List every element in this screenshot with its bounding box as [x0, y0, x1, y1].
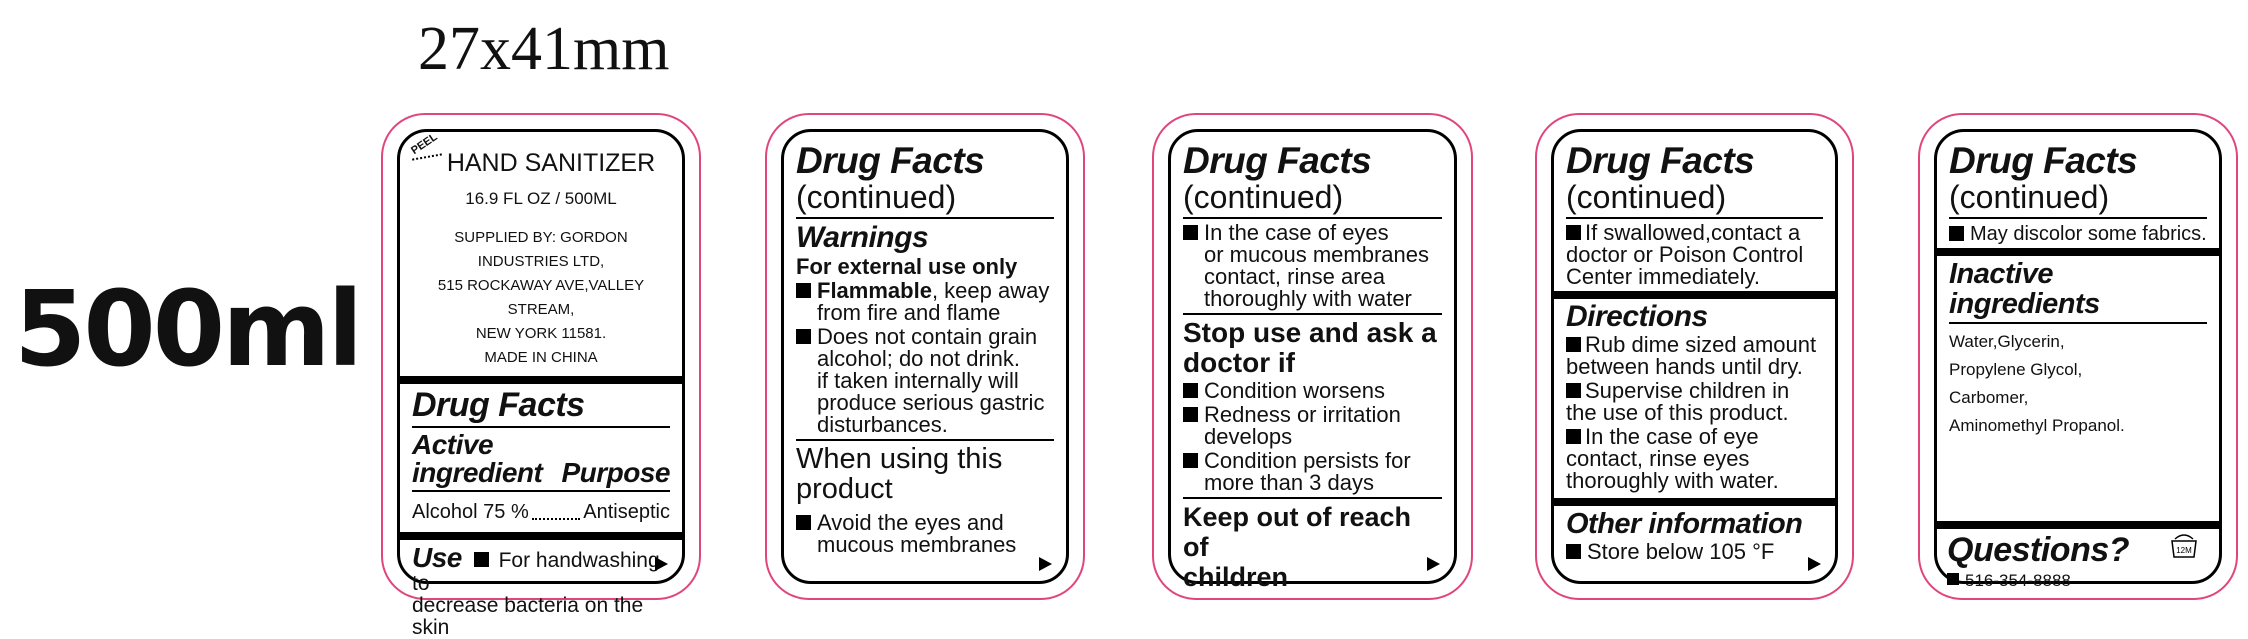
direction-line: [1566, 380, 1789, 402]
warning-line: if taken internally will: [817, 368, 1019, 393]
other-information-heading: Other information: [1566, 508, 1803, 540]
continued-label: (continued): [1566, 179, 1727, 215]
supplier-line: SUPPLIED BY: GORDON INDUSTRIES LTD,: [454, 229, 628, 270]
direction-item: [1566, 426, 1823, 492]
label-panel-2-inner: [781, 129, 1069, 584]
swallow-line: [1566, 222, 1803, 244]
condition-line: more than 3 days: [1204, 470, 1374, 495]
storage-text: Store below 105 °F: [1587, 539, 1775, 564]
divider: [412, 426, 670, 428]
stop-line: Stop use and ask a: [1183, 317, 1437, 348]
continue-arrow-icon: [1427, 557, 1440, 571]
label-panel-4-inner: [1551, 129, 1838, 584]
eye-line: In the case of eyes: [1204, 220, 1389, 245]
continued-label: (continued): [1949, 179, 2110, 215]
supplier-line: NEW YORK 11581.: [475, 325, 607, 342]
storage-item: [1566, 541, 1823, 563]
purpose-heading: Purpose: [561, 457, 670, 488]
direction-line: [1566, 334, 1816, 356]
phone-item: [1937, 570, 2219, 592]
supplier-line: MADE IN CHINA: [484, 349, 598, 366]
when-using-line: When using this: [796, 443, 1003, 475]
direction-line: [1566, 426, 1779, 448]
label-dimensions: 27x41mm: [418, 15, 670, 83]
continue-arrow-icon: [1808, 557, 1821, 571]
product-size: 16.9 FL OZ / 500ML: [465, 189, 617, 208]
bullet-square: [1183, 407, 1198, 422]
active-ingredient-row: [412, 498, 670, 526]
ingredient: Aminomethyl Propanol.: [1949, 416, 2125, 435]
label-panel-1-inner: [397, 129, 685, 639]
keep-out-heading: [1183, 502, 1442, 592]
peel-tab-text: PEEL: [409, 130, 440, 158]
avoid-line: mucous membranes: [817, 532, 1017, 557]
label-panel-4: [1535, 113, 1854, 600]
supplier-block: [412, 226, 670, 370]
divider: [1566, 217, 1823, 219]
ingredient: Water,Glycerin,: [1949, 332, 2065, 351]
warning-item: [796, 326, 1054, 436]
use-section: [412, 543, 670, 639]
bullet-square: [796, 283, 811, 298]
label-panel-2: [765, 113, 1085, 600]
divider: [1183, 497, 1442, 499]
swallow-text: If swallowed,contact a: [1585, 220, 1801, 245]
drug-facts-title: Drug Facts: [796, 140, 985, 181]
direction-text: In the case of eye: [1585, 424, 1759, 449]
condition-item: [1183, 380, 1442, 402]
divider: [1949, 322, 2207, 324]
use-text-line: decrease bacteria on the skin: [412, 594, 644, 639]
phone-number: 516-354-8888: [1965, 571, 2071, 590]
condition-line: Redness or irritation: [1204, 402, 1401, 427]
drug-facts-title: Drug Facts: [1566, 140, 1755, 181]
divider: [1554, 291, 1835, 299]
discolor-item: [1949, 223, 2207, 245]
period-after-opening-icon: [2169, 529, 2199, 559]
divider: [796, 439, 1054, 441]
questions-heading: Questions?: [1947, 531, 2130, 569]
stop-use-heading: [1183, 318, 1442, 378]
discolor-text: May discolor some fabrics.: [1970, 223, 2207, 245]
warnings-heading: Warnings: [796, 221, 929, 254]
pao-text: 12M: [2176, 546, 2192, 555]
warning-item: [796, 280, 1054, 324]
keep-line: children: [1183, 562, 1289, 592]
bullet-square: [796, 329, 811, 344]
bullet-square: [1183, 453, 1198, 468]
direction-line: between hands until dry.: [1566, 354, 1803, 379]
ingredient: Carbomer,: [1949, 388, 2029, 407]
label-panel-5: [1918, 113, 2238, 600]
active-ingredient-heading: [412, 431, 542, 487]
eye-line: or mucous membranes: [1204, 242, 1429, 267]
bullet-square: [1566, 429, 1581, 444]
condition-line: develops: [1204, 424, 1293, 449]
inactive-ingredients-list: [1949, 328, 2207, 440]
direction-text: Supervise children in: [1585, 378, 1790, 403]
direction-line: the use of this product.: [1566, 400, 1789, 425]
warning-line: alcohol; do not drink.: [817, 346, 1021, 371]
condition-item: [1183, 450, 1442, 494]
bullet-square: [1566, 544, 1581, 559]
label-panel-3: [1152, 113, 1473, 600]
label-panel-5-inner: [1934, 129, 2222, 590]
active-ingredient-name: Alcohol 75 %: [412, 501, 529, 523]
bullet-square: [1566, 337, 1581, 352]
bullet-square: [1566, 225, 1581, 240]
label-panel-1: [381, 113, 701, 639]
bullet-square: [1947, 573, 1959, 585]
use-text-line: For handwashing to: [412, 549, 660, 595]
stop-line: doctor if: [1183, 347, 1295, 378]
eye-contact-item: [1183, 222, 1442, 310]
flammable-text-line2: from fire and flame: [817, 300, 1001, 325]
ingredient: Propylene Glycol,: [1949, 360, 2083, 379]
eye-line: thoroughly with water: [1204, 286, 1412, 311]
bullet-square: [1566, 383, 1581, 398]
product-name: HAND SANITIZER: [446, 149, 656, 177]
divider: [1949, 217, 2207, 219]
drug-facts-title: Drug Facts: [1949, 140, 2138, 181]
directions-heading: Directions: [1566, 300, 1708, 333]
divider: [1183, 217, 1442, 219]
bullet-square: [796, 515, 811, 530]
when-using-line: product: [796, 473, 893, 505]
divider: [1183, 313, 1442, 315]
inactive-ingredients-heading: Inactive ingredients: [1949, 258, 2100, 320]
active-heading-line: ingredient: [412, 457, 543, 488]
flammable-bold: Flammable: [817, 278, 932, 303]
divider: [796, 217, 1054, 219]
bullet-square: [1183, 383, 1198, 398]
warning-line: produce serious gastric: [817, 390, 1045, 415]
condition-line: Condition persists for: [1204, 448, 1411, 473]
eye-line: contact, rinse area: [1204, 264, 1385, 289]
when-using-heading: [796, 444, 1054, 504]
continue-arrow-icon: [1039, 557, 1052, 571]
condition-line: Condition worsens: [1204, 378, 1385, 403]
volume-label: 500ml: [14, 268, 361, 390]
label-panel-3-inner: [1168, 129, 1457, 592]
continue-arrow-icon: [655, 557, 668, 571]
keep-line: Keep out of reach of: [1183, 502, 1412, 562]
swallow-line: Center immediately.: [1566, 264, 1760, 289]
external-use-text: For external use only: [796, 254, 1018, 279]
swallow-item: [1566, 222, 1823, 288]
use-heading: Use: [412, 542, 462, 573]
direction-text: Rub dime sized amount: [1585, 332, 1817, 357]
bullet-square: [1949, 226, 1964, 241]
active-heading-line: Active: [412, 429, 494, 460]
warning-line: disturbances.: [817, 412, 948, 437]
divider: [412, 490, 670, 492]
divider: [400, 532, 682, 540]
divider: [1554, 498, 1835, 506]
bullet-square: [474, 552, 489, 567]
when-using-item: [796, 512, 1054, 556]
bullet-square: [1183, 225, 1198, 240]
direction-item: [1566, 380, 1823, 424]
direction-line: contact, rinse eyes: [1566, 446, 1750, 471]
flammable-text: , keep away: [931, 278, 1050, 303]
divider: [400, 376, 682, 384]
continued-label: (continued): [1183, 179, 1344, 215]
warning-line: Does not contain grain: [817, 324, 1038, 349]
supplier-line: 515 ROCKAWAY AVE,VALLEY STREAM,: [437, 277, 645, 318]
drug-facts-title: Drug Facts: [1183, 140, 1372, 181]
direction-line: thoroughly with water.: [1566, 468, 1779, 493]
active-ingredient-header: [412, 431, 670, 487]
direction-item: [1566, 334, 1823, 378]
condition-item: [1183, 404, 1442, 448]
divider: [1937, 248, 2219, 256]
swallow-line: doctor or Poison Control: [1566, 242, 1804, 267]
continued-label: (continued): [796, 179, 957, 215]
active-ingredient-purpose: Antiseptic: [583, 501, 670, 523]
divider: [1937, 521, 2219, 529]
dot-leader: [532, 518, 581, 520]
avoid-line: Avoid the eyes and: [817, 510, 1004, 535]
drug-facts-title: Drug Facts: [412, 386, 585, 424]
